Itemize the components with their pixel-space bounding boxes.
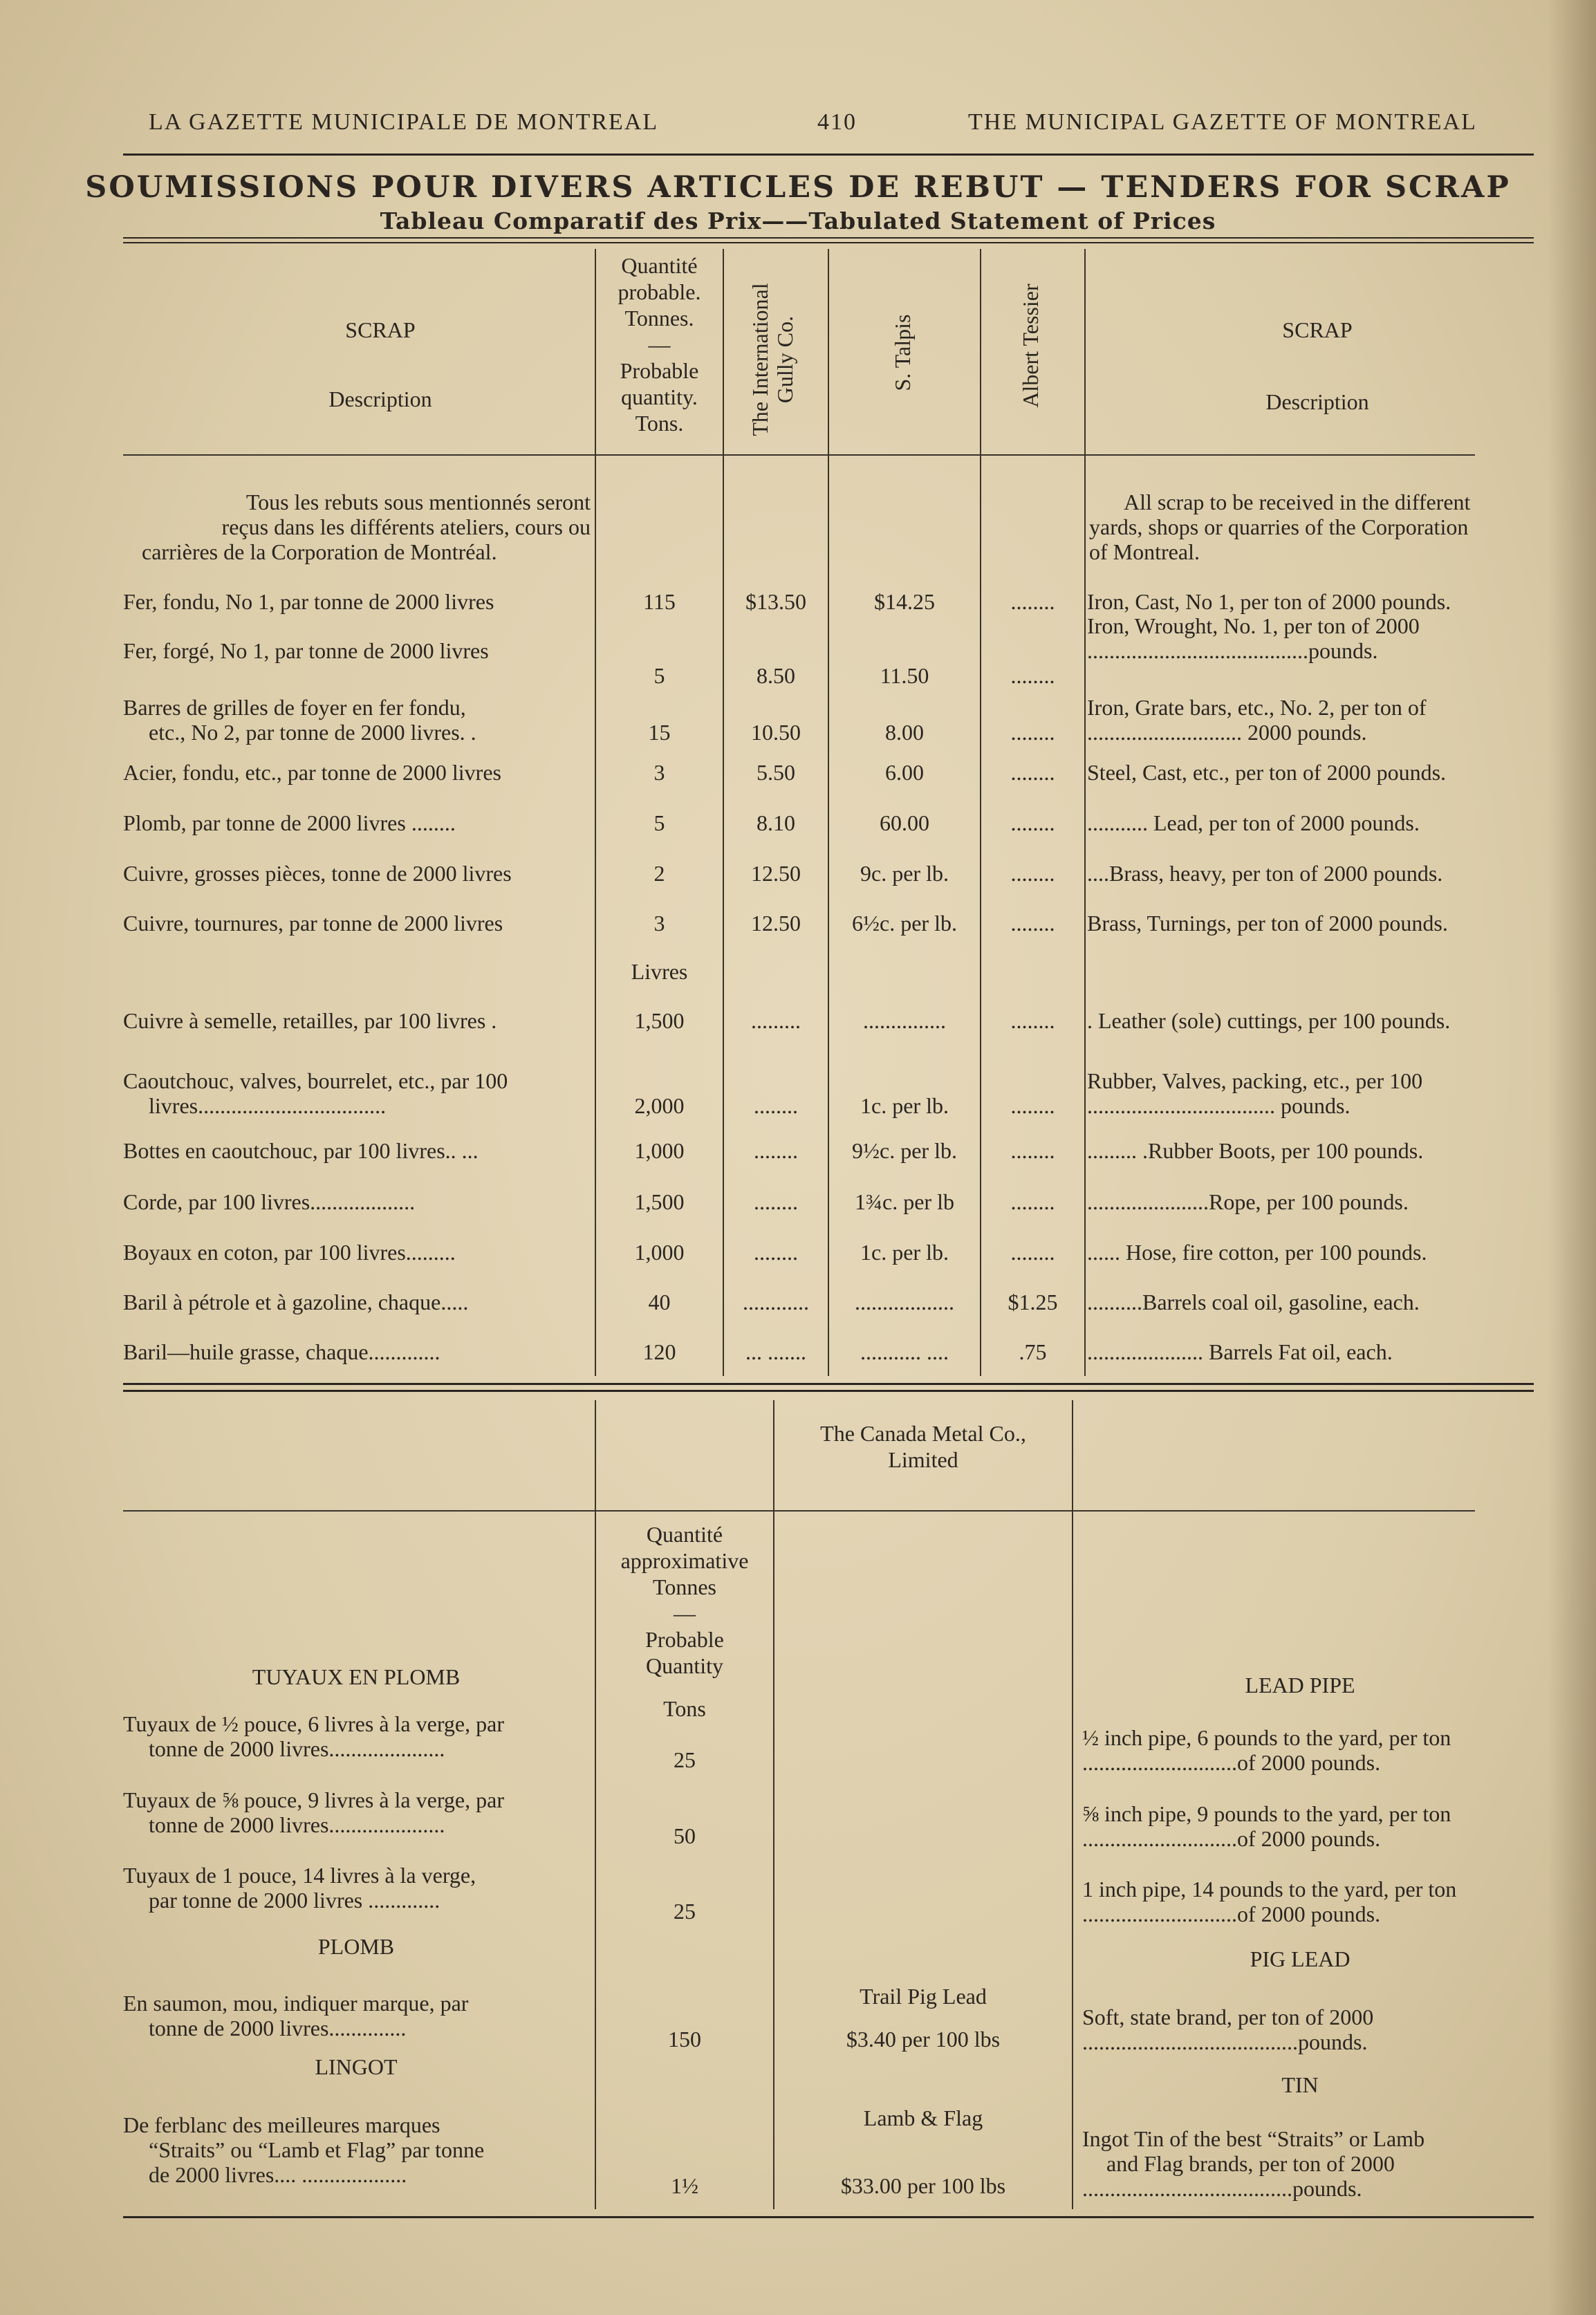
table1-head-qty: Quantité probable. Tonnes. — Probable quantity. Tons.: [618, 253, 701, 436]
row-price-canada-metal: $33.00 per 100 lbs: [840, 2173, 1006, 2198]
row-price-gully: ........: [754, 1240, 798, 1265]
row-price-talpis: 6½c. per lb.: [852, 911, 957, 936]
section-rule-1: [123, 1383, 1534, 1385]
page-title: SOUMISSIONS POUR DIVERS ARTICLES DE REBUT — TENDERS FOR SCRAP: [85, 170, 1511, 205]
table2-head-qty: Quantité approximative Tonnes — Probable Quantity: [620, 1522, 749, 1678]
row-price-tessier: ........: [1010, 1138, 1055, 1163]
title-rule-2: [123, 242, 1534, 243]
row-description-fr: de 2000 livres.... ...................: [149, 2162, 407, 2187]
row-description-en: ............................ 2000 pounds.: [1087, 720, 1367, 745]
row-description-en: ........... Lead, per ton of 2000 pounds.: [1087, 810, 1420, 835]
row-price-gully: .........: [751, 1008, 801, 1033]
table1-head-rule: [123, 454, 1475, 456]
bottom-rule: [123, 2216, 1534, 2218]
row-price-tessier: ........: [1010, 861, 1055, 886]
row-price-talpis: 11.50: [880, 663, 929, 688]
row-description-en: Soft, state brand, per ton of 2000: [1082, 2005, 1374, 2029]
bidder-talpis: S. Talpis: [890, 314, 915, 391]
section-pig-fr: PLOMB: [317, 1934, 395, 1959]
row-quantity: 3: [653, 911, 665, 936]
row-description-fr: Fer, forgé, No 1, par tonne de 2000 livres: [123, 638, 489, 663]
row-price-tessier: .75: [1019, 1339, 1047, 1364]
row-price-gully: $13.50: [745, 589, 806, 614]
row-description-en: ............................of 2000 pounds.: [1082, 1750, 1381, 1775]
row-description-fr: Plomb, par tonne de 2000 livres ........: [123, 810, 456, 835]
row-description-fr: De ferblanc des meilleures marques: [123, 2112, 440, 2137]
row-quantity: 1½: [671, 2173, 698, 2198]
row-price-talpis: 9½c. per lb.: [852, 1138, 957, 1163]
row-quantity: 5: [653, 810, 665, 835]
row-description-fr: tonne de 2000 livres..............: [149, 2016, 407, 2040]
row-description-fr: Barres de grilles de foyer en fer fondu,: [123, 695, 466, 720]
row-description-en: Iron, Grate bars, etc., No. 2, per ton of: [1087, 695, 1427, 720]
row-quantity: 120: [642, 1339, 676, 1364]
col-divider: [1084, 249, 1086, 1376]
row-price-talpis: $14.25: [874, 589, 935, 614]
row-quantity: 115: [643, 589, 676, 614]
row-quantity: 5: [653, 663, 665, 688]
row-price-gully: ........: [754, 1138, 798, 1163]
bidder-canada-metal: The Canada Metal Co.,: [820, 1421, 1026, 1446]
bidder-tessier: Albert Tessier: [1018, 283, 1043, 408]
row-description-en: 1 inch pipe, 14 pounds to the yard, per ton: [1082, 1877, 1457, 1902]
col-divider: [773, 1400, 774, 2209]
row-description-en: .................................. pounds.: [1087, 1093, 1351, 1118]
page-edge-shadow: [1548, 0, 1596, 2315]
row-price-talpis: 9c. per lb.: [860, 861, 949, 886]
row-description-fr: Baril—huile grasse, chaque.............: [123, 1339, 440, 1364]
row-description-fr: par tonne de 2000 livres .............: [149, 1888, 440, 1913]
row-quantity: 1,500: [634, 1008, 685, 1033]
row-description-en: ⅝ inch pipe, 9 pounds to the yard, per ton: [1082, 1801, 1451, 1826]
row-description-en: ......................Rope, per 100 pounds.: [1087, 1189, 1409, 1214]
row-price-gully: ............: [743, 1290, 809, 1314]
row-price-tessier: ........: [1010, 720, 1055, 745]
row-description-en: ......... .Rubber Boots, per 100 pounds.: [1087, 1138, 1424, 1163]
livres-label: Livres: [631, 959, 688, 984]
row-description-fr: Caoutchouc, valves, bourrelet, etc., par 100: [123, 1068, 508, 1093]
row-description-fr: Cuivre, grosses pièces, tonne de 2000 livres: [123, 861, 512, 886]
row-price-gully: 10.50: [751, 720, 801, 745]
intro-en-line: yards, shops or quarries of the Corporation: [1089, 514, 1469, 539]
row-quantity: 1,000: [634, 1240, 685, 1265]
row-price-tessier: ........: [1010, 1008, 1055, 1033]
row-description-fr: Bottes en caoutchouc, par 100 livres.. ...: [123, 1138, 479, 1163]
row-price-gully: 12.50: [751, 911, 801, 936]
header-left-title: LA GAZETTE MUNICIPALE DE MONTREAL: [149, 109, 659, 135]
row-price-tessier: ........: [1010, 1189, 1055, 1214]
row-price-talpis: 6.00: [885, 760, 924, 785]
row-description-en: ..................... Barrels Fat oil, each.: [1087, 1339, 1393, 1364]
row-description-en: ...... Hose, fire cotton, per 100 pounds.: [1087, 1240, 1427, 1265]
row-description-fr: Cuivre, tournures, par tonne de 2000 livres: [123, 911, 503, 936]
row-price-tessier: ........: [1010, 810, 1055, 835]
row-price-tessier: ........: [1010, 1093, 1055, 1118]
bidder-canada-metal-line2: Limited: [888, 1447, 958, 1472]
row-description-fr: Tuyaux de ⅝ pouce, 9 livres à la verge, par: [123, 1787, 504, 1812]
row-quantity: 15: [648, 720, 671, 745]
bidder-international-gully: The International Gully Co.: [748, 283, 797, 436]
intro-fr-line: reçus dans les différents ateliers, cours ou: [221, 514, 591, 539]
row-description-fr: Tuyaux de 1 pouce, 14 livres à la verge,: [123, 1863, 476, 1888]
row-description-en: ............................of 2000 pounds.: [1082, 1902, 1381, 1926]
row-quantity: 1,500: [634, 1189, 685, 1214]
intro-fr-line: Tous les rebuts sous mentionnés seront: [245, 490, 591, 514]
row-description-fr: Cuivre à semelle, retailles, par 100 livres .: [123, 1008, 497, 1033]
row-quantity: 25: [674, 1899, 696, 1924]
row-quantity: 40: [648, 1290, 671, 1314]
intro-fr-line: carrières de la Corporation de Montréal.: [142, 539, 497, 564]
row-quantity: 3: [653, 760, 665, 785]
row-description-fr: Acier, fondu, etc., par tonne de 2000 livres: [123, 760, 501, 785]
row-price-gully: ... .......: [745, 1339, 806, 1364]
page-number: 410: [817, 109, 857, 135]
row-price-gully: 5.50: [757, 760, 795, 785]
row-quantity: 1,000: [634, 1138, 685, 1163]
table2-head-rule: [123, 1510, 1475, 1512]
row-description-en: ....Brass, heavy, per ton of 2000 pounds.: [1087, 861, 1443, 886]
section-tin-fr: LINGOT: [315, 2054, 398, 2079]
row-description-fr: Boyaux en coton, par 100 livres.........: [123, 1240, 456, 1265]
row-price-tessier: $1.25: [1008, 1290, 1058, 1314]
row-description-en: Iron, Wrought, No. 1, per ton of 2000: [1087, 613, 1420, 638]
row-quantity: 150: [668, 2027, 701, 2052]
header-rule: [123, 154, 1534, 156]
row-description-en: Iron, Cast, No 1, per ton of 2000 pounds.: [1087, 589, 1451, 614]
row-quantity: 25: [674, 1747, 696, 1772]
row-description-en: .......................................pounds.: [1082, 2029, 1368, 2054]
row-description-fr: Corde, par 100 livres...................: [123, 1189, 416, 1214]
row-description-en: Brass, Turnings, per ton of 2000 pounds.: [1087, 911, 1448, 936]
row-price-talpis: ...............: [863, 1008, 946, 1033]
row-price-talpis: ..................: [855, 1290, 954, 1314]
row-price-tessier: ........: [1010, 663, 1055, 688]
row-price-talpis: 8.00: [885, 720, 924, 745]
tons-label: Tons: [663, 1696, 706, 1721]
row-description-en: ........................................pounds.: [1087, 638, 1378, 663]
row-price-tessier: ........: [1010, 760, 1055, 785]
row-description-fr: livres..................................: [149, 1093, 387, 1118]
row-description-fr: Tuyaux de ½ pouce, 6 livres à la verge, par: [123, 1711, 504, 1736]
title-rule-1: [123, 237, 1534, 239]
row-description-fr: Fer, fondu, No 1, par tonne de 2000 livres: [123, 589, 494, 614]
row-description-en: Steel, Cast, etc., per ton of 2000 pounds.: [1087, 760, 1447, 785]
row-description-en: ......................................pounds.: [1082, 2176, 1362, 2201]
row-price-canada-metal: Trail Pig Lead: [860, 1984, 987, 2009]
row-price-gully: 12.50: [751, 861, 801, 886]
row-price-tessier: ........: [1010, 589, 1055, 614]
row-price-gully: 8.50: [757, 663, 795, 688]
row-description-fr: “Straits” ou “Lamb et Flag” par tonne: [149, 2137, 485, 2162]
row-price-tessier: ........: [1010, 911, 1055, 936]
row-description-en: ½ inch pipe, 6 pounds to the yard, per ton: [1082, 1725, 1451, 1750]
row-price-talpis: 1¾c. per lb: [855, 1189, 954, 1214]
row-description-en: and Flag brands, per ton of 2000: [1106, 2151, 1395, 2176]
row-price-talpis: 1c. per lb.: [860, 1093, 949, 1118]
intro-en-line: All scrap to be received in the different: [1124, 490, 1471, 514]
table1-head-left-1: SCRAP: [345, 317, 416, 342]
row-price-gully: ........: [754, 1189, 798, 1214]
row-price-talpis: 60.00: [880, 810, 929, 835]
section-tin-en: TIN: [1281, 2072, 1319, 2097]
row-price-gully: 8.10: [757, 810, 795, 835]
row-description-en: Rubber, Valves, packing, etc., per 100: [1087, 1068, 1423, 1093]
section-pig-en: PIG LEAD: [1250, 1946, 1351, 1971]
row-price-talpis: ........... ....: [860, 1339, 949, 1364]
table1-head-right-2: Description: [1265, 389, 1369, 414]
row-description-en: Ingot Tin of the best “Straits” or Lamb: [1082, 2126, 1425, 2151]
section-rule-2: [123, 1390, 1534, 1392]
row-description-en: ..........Barrels coal oil, gasoline, each.: [1087, 1290, 1420, 1314]
table1-head-left-2: Description: [328, 387, 432, 411]
row-price-canada-metal: Lamb & Flag: [863, 2105, 983, 2130]
row-price-canada-metal: $3.40 per 100 lbs: [846, 2027, 1001, 2052]
row-description-fr: tonne de 2000 livres.....................: [149, 1812, 445, 1837]
section-lead-pipe-fr: TUYAUX EN PLOMB: [252, 1664, 461, 1689]
row-description-fr: En saumon, mou, indiquer marque, par: [123, 1991, 469, 2016]
row-quantity: 2,000: [634, 1093, 685, 1118]
section-lead-pipe-en: LEAD PIPE: [1245, 1673, 1355, 1698]
row-price-gully: ........: [754, 1093, 798, 1118]
row-description-en: . Leather (sole) cuttings, per 100 pounds.: [1087, 1008, 1451, 1033]
row-description-fr: etc., No 2, par tonne de 2000 livres. .: [149, 720, 476, 745]
row-description-en: ............................of 2000 pounds.: [1082, 1826, 1381, 1851]
row-price-talpis: 1c. per lb.: [860, 1240, 949, 1265]
table1-head-right-1: SCRAP: [1282, 317, 1353, 342]
row-quantity: 50: [674, 1823, 696, 1848]
col-divider: [1072, 1400, 1073, 2209]
intro-en-line: of Montreal.: [1089, 539, 1200, 564]
row-quantity: 2: [653, 861, 665, 886]
page-subtitle: Tableau Comparatif des Prix——Tabulated Statement of Prices: [380, 207, 1216, 234]
row-price-tessier: ........: [1010, 1240, 1055, 1265]
row-description-fr: Baril à pétrole et à gazoline, chaque.....: [123, 1290, 469, 1314]
header-right-title: THE MUNICIPAL GAZETTE OF MONTREAL: [968, 109, 1477, 135]
row-description-fr: tonne de 2000 livres.....................: [149, 1736, 445, 1761]
